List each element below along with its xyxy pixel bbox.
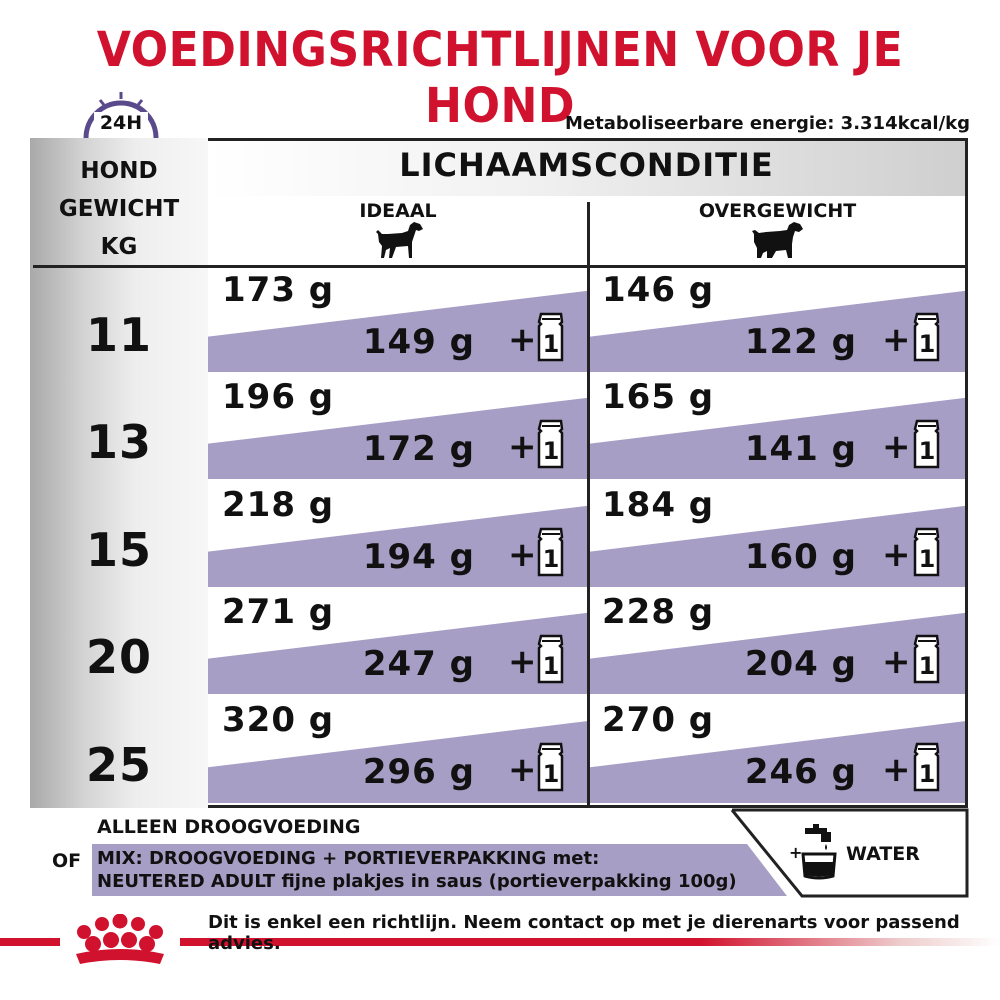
weight-value: 20 [85,630,152,684]
dry-only-amount: 196 g [222,377,335,417]
pouch-icon [912,308,942,366]
ideal-dog-icon [376,220,424,264]
weight-value: 13 [85,415,152,469]
table-cell-over [590,483,965,587]
table-cell-over [590,375,965,479]
dry-only-amount: 270 g [602,700,715,740]
mix-amount: 204 g [744,644,857,684]
dry-only-amount: 218 g [222,485,335,525]
mix-amount: 141 g [744,429,857,469]
weight-value: 25 [85,738,152,792]
mix-amount: 160 g [744,537,857,577]
table-cell-over [590,698,965,803]
dry-only-amount: 228 g [602,592,715,632]
disclaimer-text: Dit is enkel een richtlijn. Neem contact op met je dierenarts voor passend advies. [208,912,960,954]
condition-title: LICHAAMSCONDITIE [399,146,774,184]
weight-header-line2: GEWICHT [58,196,180,222]
pouch-count: 1 [918,760,936,788]
pouch-count: 1 [918,330,936,358]
pouch-icon [536,738,566,796]
legend-dry-only: ALLEEN DROOGVOEDING [97,816,361,838]
dry-only-amount: 146 g [602,270,715,310]
pouch-icon [536,630,566,688]
column-overweight-label: OVERGEWICHT [698,200,857,222]
weight-value: 15 [85,523,152,577]
plus-sign: + [508,427,537,467]
mix-amount: 296 g [362,752,475,792]
pouch-count: 1 [542,760,560,788]
water-plus: + [789,843,803,862]
pouch-icon [912,415,942,473]
plus-sign: + [508,320,537,360]
pouch-count: 1 [542,652,560,680]
table-cell-ideal [208,268,587,372]
plus-sign: + [882,427,911,467]
pouch-count: 1 [918,652,936,680]
pouch-count: 1 [542,330,560,358]
column-ideal-label: IDEAAL [359,200,437,222]
pouch-icon [912,630,942,688]
mix-amount: 246 g [744,752,857,792]
weight-header-line3: KG [100,234,138,260]
overweight-dog-icon [752,220,804,264]
table-cell-over [590,268,965,372]
plus-sign: + [882,320,911,360]
mix-amount: 194 g [362,537,475,577]
clock-24h-icon [80,84,162,142]
table-cell-ideal [208,590,587,694]
clock-label: 24H [99,112,143,134]
table-cell-over [590,590,965,694]
plus-sign: + [882,535,911,575]
pouch-icon [912,523,942,581]
table-cell-ideal [208,698,587,803]
water-tap-icon [799,824,839,884]
mix-amount: 149 g [362,322,475,362]
water-label: WATER [846,843,920,865]
dry-only-amount: 173 g [222,270,335,310]
dry-only-amount: 184 g [602,485,715,525]
energy-info: Metaboliseerbare energie: 3.314kcal/kg [564,113,970,134]
plus-sign: + [882,642,911,682]
legend-or: OF [52,850,82,872]
legend-mix-line1: MIX: DROOGVOEDING + PORTIEVERPAKKING met: [97,848,600,869]
table-cell-ideal [208,483,587,587]
mix-amount: 247 g [362,644,475,684]
pouch-count: 1 [918,545,936,573]
legend-mix-line2: NEUTERED ADULT fijne plakjes in saus (portieverpakking 100g) [97,871,737,892]
plus-sign: + [882,750,911,790]
weight-header [33,152,205,266]
table-cell-ideal [208,375,587,479]
pouch-icon [536,415,566,473]
pouch-icon [536,523,566,581]
mix-amount: 122 g [744,322,857,362]
weight-header-line1: HOND [80,158,158,184]
plus-sign: + [508,535,537,575]
royal-crown-logo [68,914,172,974]
plus-sign: + [508,750,537,790]
weight-value: 11 [85,308,152,362]
dry-only-amount: 320 g [222,700,335,740]
dry-only-amount: 165 g [602,377,715,417]
dry-only-amount: 271 g [222,592,335,632]
pouch-icon [912,738,942,796]
pouch-count: 1 [918,437,936,465]
pouch-count: 1 [542,545,560,573]
page-title: VOEDINGSRICHTLIJNEN VOOR JE HOND [96,22,904,134]
pouch-icon [536,308,566,366]
pouch-count: 1 [542,437,560,465]
mix-amount: 172 g [362,429,475,469]
plus-sign: + [508,642,537,682]
